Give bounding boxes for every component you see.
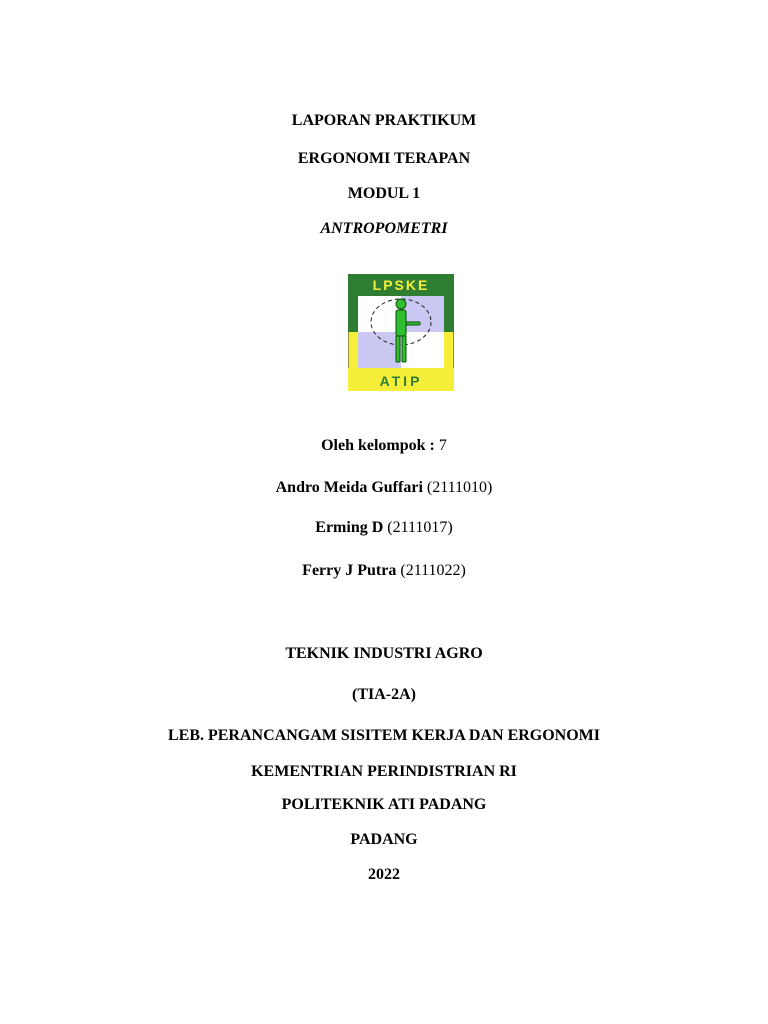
- logo-top-text: LPSKE: [372, 277, 430, 293]
- group-line: [0, 436, 768, 456]
- member-nim: (2111022): [400, 562, 466, 579]
- logo-left-band: [348, 274, 358, 332]
- member-line: [0, 561, 768, 581]
- module-number: MODUL 1: [347, 185, 421, 202]
- study-program: TEKNIK INDUSTRI AGRO: [285, 645, 483, 662]
- module-topic: ANTROPOMETRI: [320, 220, 448, 237]
- report-title: LAPORAN PRAKTIKUM: [291, 112, 477, 129]
- city-name: PADANG: [350, 831, 418, 848]
- logo-right-band: [444, 274, 454, 332]
- member-line: [0, 518, 768, 538]
- laboratory-name: LEB. PERANCANGAM SISITEM KERJA DAN ERGONOMI: [167, 727, 601, 744]
- group-number: 7: [438, 437, 447, 454]
- group-label: Oleh kelompok :: [321, 437, 435, 454]
- member-nim: (2111017): [387, 519, 453, 536]
- member-name: Ferry J Putra: [302, 562, 397, 579]
- course-title: ERGONOMI TERAPAN: [297, 150, 471, 167]
- member-name: Andro Meida Guffari: [275, 479, 423, 496]
- logo-bottom-text: ATIP: [379, 373, 423, 389]
- logo-upper-left-panel: [358, 296, 401, 332]
- logo-lower-left-panel: [358, 332, 401, 368]
- member-nim: (2111010): [426, 479, 493, 496]
- ministry-name: KEMENTRIAN PERINDISTRIAN RI: [251, 763, 517, 780]
- institution-name: POLITEKNIK ATI PADANG: [281, 796, 487, 813]
- member-name: Erming D: [315, 519, 384, 536]
- lpske-atip-logo: [348, 274, 454, 391]
- report-year: 2022: [368, 866, 400, 883]
- class-code: (TIA-2A): [352, 686, 416, 703]
- logo-lower-right-panel: [401, 332, 444, 368]
- member-line: [0, 478, 768, 498]
- logo-upper-right-panel: [401, 296, 444, 332]
